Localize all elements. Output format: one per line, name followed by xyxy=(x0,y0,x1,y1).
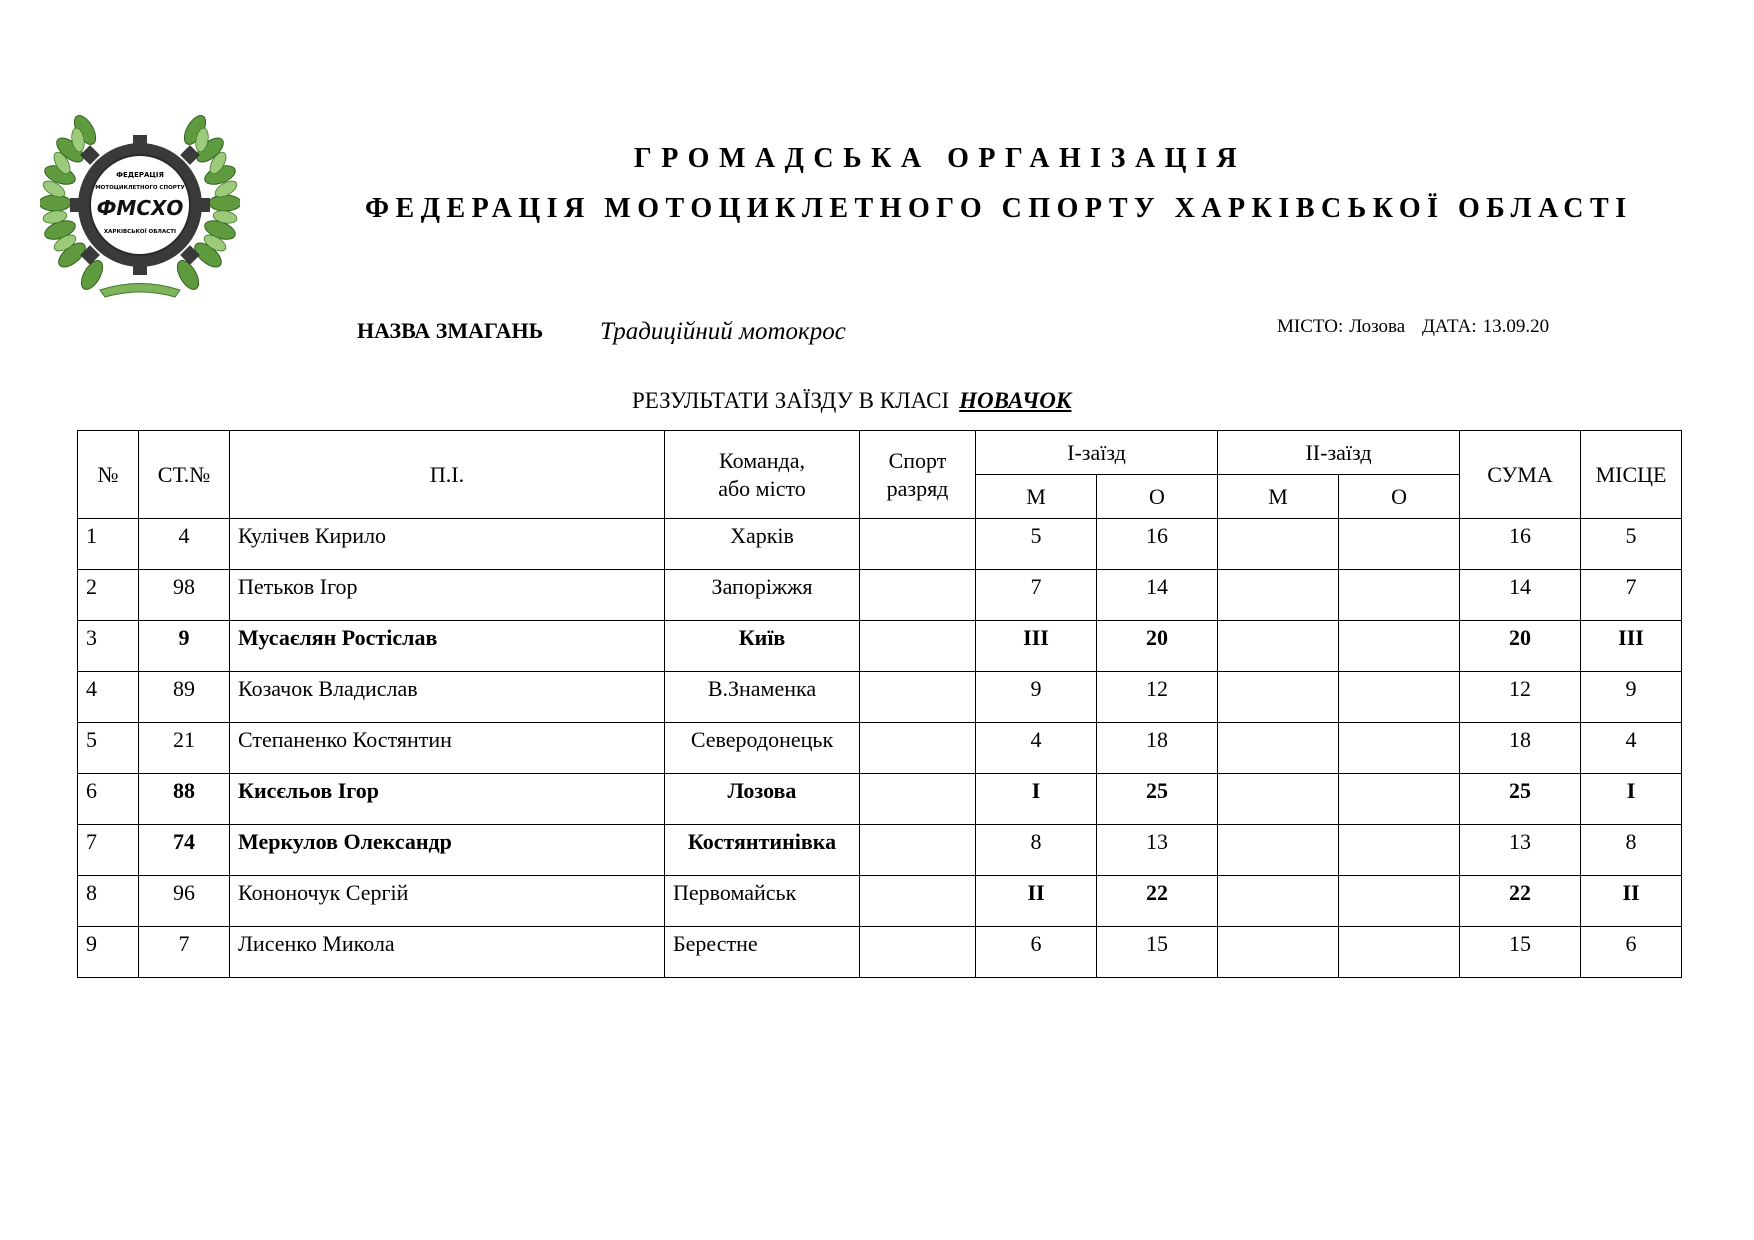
cell-race2-m xyxy=(1218,927,1339,978)
cell-start-num: 96 xyxy=(139,876,230,927)
cell-race1-m: ІІІ xyxy=(976,621,1097,672)
cell-race2-o xyxy=(1339,927,1460,978)
cell-race1-o: 22 xyxy=(1097,876,1218,927)
header-race2-m: М xyxy=(1218,475,1339,519)
cell-num: 4 xyxy=(78,672,139,723)
cell-start-num: 88 xyxy=(139,774,230,825)
cell-sum: 22 xyxy=(1460,876,1581,927)
cell-num: 7 xyxy=(78,825,139,876)
header-race2: ІІ-заїзд xyxy=(1218,431,1460,475)
cell-team: Костянтинівка xyxy=(665,825,860,876)
header-race1-m: М xyxy=(976,475,1097,519)
cell-sum: 16 xyxy=(1460,519,1581,570)
cell-race1-o: 18 xyxy=(1097,723,1218,774)
cell-race2-m xyxy=(1218,825,1339,876)
header-team: Команда, або місто xyxy=(665,431,860,519)
cell-num: 1 xyxy=(78,519,139,570)
cell-team: Северодонецьк xyxy=(665,723,860,774)
svg-text:ХАРКІВСЬКОЇ ОБЛАСТІ: ХАРКІВСЬКОЇ ОБЛАСТІ xyxy=(103,229,177,235)
cell-team: Київ xyxy=(665,621,860,672)
cell-rank xyxy=(860,825,976,876)
cell-start-num: 89 xyxy=(139,672,230,723)
date-label: ДАТА: xyxy=(1421,316,1477,337)
cell-race2-m xyxy=(1218,519,1339,570)
cell-place: ІІ xyxy=(1581,876,1682,927)
cell-start-num: 21 xyxy=(139,723,230,774)
results-class: НОВАЧОК xyxy=(959,388,1072,413)
cell-race1-o: 13 xyxy=(1097,825,1218,876)
city-date-info xyxy=(1277,316,1555,338)
competition-label: НАЗВА ЗМАГАНЬ xyxy=(357,318,544,343)
cell-start-num: 9 xyxy=(139,621,230,672)
cell-num: 6 xyxy=(78,774,139,825)
cell-race2-o xyxy=(1339,672,1460,723)
header-place: МІСЦЕ xyxy=(1581,431,1682,519)
cell-team: Запоріжжя xyxy=(665,570,860,621)
cell-rank xyxy=(860,672,976,723)
cell-race2-m xyxy=(1218,774,1339,825)
table-row xyxy=(78,723,1682,774)
cell-race1-o: 20 xyxy=(1097,621,1218,672)
cell-place: 9 xyxy=(1581,672,1682,723)
cell-sum: 13 xyxy=(1460,825,1581,876)
cell-rank xyxy=(860,570,976,621)
cell-team: Первомайськ xyxy=(665,876,860,927)
cell-name: Козачок Владислав xyxy=(230,672,665,723)
cell-sum: 25 xyxy=(1460,774,1581,825)
cell-race2-o xyxy=(1339,876,1460,927)
cell-race2-m xyxy=(1218,876,1339,927)
federation-logo xyxy=(40,105,240,305)
cell-race1-o: 16 xyxy=(1097,519,1218,570)
table-row xyxy=(78,876,1682,927)
cell-race1-m: 8 xyxy=(976,825,1097,876)
cell-rank xyxy=(860,519,976,570)
cell-race1-m: 6 xyxy=(976,927,1097,978)
svg-text:МОТОЦИКЛЕТНОГО СПОРТУ: МОТОЦИКЛЕТНОГО СПОРТУ xyxy=(95,185,185,191)
table-row xyxy=(78,672,1682,723)
date-value: 13.09.20 xyxy=(1482,316,1550,337)
cell-race1-m: ІІ xyxy=(976,876,1097,927)
city-label: МІСТО: xyxy=(1277,316,1344,337)
header-rank: Спорт разряд xyxy=(860,431,976,519)
cell-place: І xyxy=(1581,774,1682,825)
results-table xyxy=(77,430,1682,978)
table-row xyxy=(78,570,1682,621)
cell-race2-o xyxy=(1339,825,1460,876)
cell-place: 4 xyxy=(1581,723,1682,774)
cell-race1-o: 15 xyxy=(1097,927,1218,978)
cell-place: ІІІ xyxy=(1581,621,1682,672)
cell-start-num: 74 xyxy=(139,825,230,876)
cell-name: Кулічев Кирило xyxy=(230,519,665,570)
table-row xyxy=(78,519,1682,570)
cell-race1-m: 7 xyxy=(976,570,1097,621)
cell-rank xyxy=(860,621,976,672)
cell-name: Кононочук Сергій xyxy=(230,876,665,927)
cell-rank xyxy=(860,723,976,774)
cell-num: 2 xyxy=(78,570,139,621)
cell-team: В.Знаменка xyxy=(665,672,860,723)
cell-race2-m xyxy=(1218,723,1339,774)
city-value: Лозова xyxy=(1349,316,1406,337)
results-title-text: РЕЗУЛЬТАТИ ЗАЇЗДУ В КЛАСІ xyxy=(632,388,950,413)
cell-name: Степаненко Костянтин xyxy=(230,723,665,774)
cell-team: Харків xyxy=(665,519,860,570)
cell-race1-m: 5 xyxy=(976,519,1097,570)
cell-start-num: 4 xyxy=(139,519,230,570)
cell-race2-o xyxy=(1339,621,1460,672)
cell-num: 8 xyxy=(78,876,139,927)
cell-race1-m: 9 xyxy=(976,672,1097,723)
header-num: № xyxy=(78,431,139,519)
cell-num: 5 xyxy=(78,723,139,774)
cell-sum: 12 xyxy=(1460,672,1581,723)
cell-start-num: 7 xyxy=(139,927,230,978)
cell-name: Петьков Ігор xyxy=(230,570,665,621)
cell-place: 6 xyxy=(1581,927,1682,978)
competition-name: Традиційний мотокрос xyxy=(600,318,846,345)
cell-sum: 18 xyxy=(1460,723,1581,774)
cell-race2-m xyxy=(1218,672,1339,723)
header-sum: СУМА xyxy=(1460,431,1581,519)
cell-race1-o: 25 xyxy=(1097,774,1218,825)
header-start-num: СТ.№ xyxy=(139,431,230,519)
header-race2-o: О xyxy=(1339,475,1460,519)
cell-race1-o: 12 xyxy=(1097,672,1218,723)
header-name: П.І. xyxy=(230,431,665,519)
cell-race1-m: І xyxy=(976,774,1097,825)
org-title-line2: ФЕДЕРАЦІЯ МОТОЦИКЛЕТНОГО СПОРТУ ХАРКІВСЬКОЇ ОБЛАСТІ xyxy=(365,193,1633,224)
cell-race2-m xyxy=(1218,570,1339,621)
header-race1: І-заїзд xyxy=(976,431,1218,475)
cell-sum: 14 xyxy=(1460,570,1581,621)
cell-num: 3 xyxy=(78,621,139,672)
cell-race2-m xyxy=(1218,621,1339,672)
cell-name: Мусаєлян Ростіслав xyxy=(230,621,665,672)
cell-name: Кисєльов Ігор xyxy=(230,774,665,825)
cell-sum: 20 xyxy=(1460,621,1581,672)
cell-rank xyxy=(860,927,976,978)
cell-team: Лозова xyxy=(665,774,860,825)
cell-race2-o xyxy=(1339,519,1460,570)
cell-sum: 15 xyxy=(1460,927,1581,978)
table-row xyxy=(78,927,1682,978)
cell-race1-m: 4 xyxy=(976,723,1097,774)
cell-race2-o xyxy=(1339,774,1460,825)
cell-place: 5 xyxy=(1581,519,1682,570)
cell-race1-o: 14 xyxy=(1097,570,1218,621)
cell-num: 9 xyxy=(78,927,139,978)
cell-start-num: 98 xyxy=(139,570,230,621)
header-race1-o: О xyxy=(1097,475,1218,519)
table-row xyxy=(78,825,1682,876)
table-row xyxy=(78,774,1682,825)
results-title xyxy=(632,388,1071,414)
cell-name: Лисенко Микола xyxy=(230,927,665,978)
svg-text:ФЕДЕРАЦІЯ: ФЕДЕРАЦІЯ xyxy=(116,171,164,179)
cell-team: Берестне xyxy=(665,927,860,978)
cell-race2-o xyxy=(1339,723,1460,774)
cell-rank xyxy=(860,774,976,825)
cell-place: 7 xyxy=(1581,570,1682,621)
table-row xyxy=(78,621,1682,672)
cell-rank xyxy=(860,876,976,927)
org-title-line1: ГРОМАДСЬКА ОРГАНІЗАЦІЯ xyxy=(633,143,1247,174)
cell-place: 8 xyxy=(1581,825,1682,876)
cell-name: Меркулов Олександр xyxy=(230,825,665,876)
svg-text:ФМСХО: ФМСХО xyxy=(96,196,184,220)
cell-race2-o xyxy=(1339,570,1460,621)
